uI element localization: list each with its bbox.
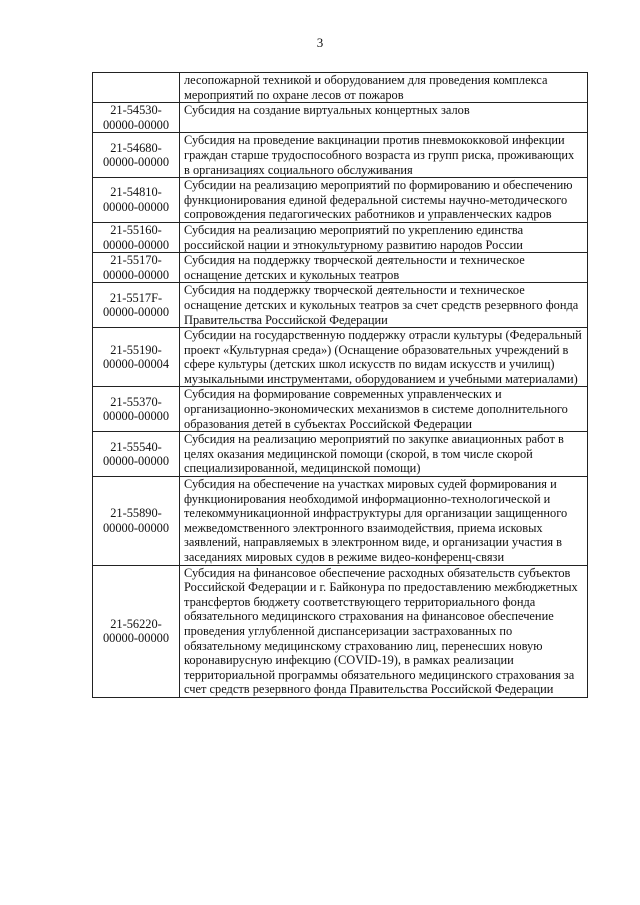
table-row [93, 387, 588, 432]
subsidy-code-cell: 21-55890-00000-00000 [93, 477, 180, 566]
subsidy-code-cell: 21-54810-00000-00000 [93, 178, 180, 223]
subsidy-description-cell: Субсидия на реализацию мероприятий по укреплению единства российской нации и этнокультурному развитию народов России [180, 222, 588, 252]
subsidy-description-cell: Субсидия на реализацию мероприятий по закупке авиационных работ в целях оказания медицинской помощи (скорой, в том числе скорой специализированной, медицинской помощи) [180, 432, 588, 477]
subsidy-description-cell: Субсидия на формирование современных управленческих и организационно-экономических механизмов в системе дополнительного образования детей в субъектах Российской Федерации [180, 387, 588, 432]
subsidy-code-cell: 21-54530-00000-00000 [93, 103, 180, 133]
table-row [93, 73, 588, 103]
table-row [93, 328, 588, 387]
subsidy-code-cell: 21-56220-00000-00000 [93, 565, 180, 697]
table-row [93, 222, 588, 252]
subsidy-description-cell: Субсидия на поддержку творческой деятельности и техническое оснащение детских и кукольных театров [180, 253, 588, 283]
subsidy-codes-table [92, 72, 588, 698]
table-body [93, 73, 588, 698]
subsidy-description-cell: Субсидия на обеспечение на участках мировых судей формирования и функционирования необходимой информационно-технологической и телекоммуникационной инфраструктуры для организации защищенного межведомственного электронного взаимодействия, приема исковых заявлений, направляемых в электронном виде, и организации участия в заседаниях мировых судов в режиме видео-конференц-связи [180, 477, 588, 566]
subsidy-description-cell: Субсидия на проведение вакцинации против пневмококковой инфекции граждан старше трудоспособного возраста из групп риска, проживающих в организациях социального обслуживания [180, 133, 588, 178]
table-row [93, 178, 588, 223]
table-row [93, 432, 588, 477]
subsidy-description-cell: лесопожарной техникой и оборудованием для проведения комплекса мероприятий по охране лесов от пожаров [180, 73, 588, 103]
table-row [93, 103, 588, 133]
subsidy-code-cell: 21-54680-00000-00000 [93, 133, 180, 178]
subsidy-description-cell: Субсидии на реализацию мероприятий по формированию и обеспечению функционирования единой федеральной системы научно-методического сопровождения педагогических работников и управленческих кадров [180, 178, 588, 223]
subsidy-description-cell: Субсидия на финансовое обеспечение расходных обязательств субъектов Российской Федерации и г. Байконура по предоставлению межбюджетных трансфертов бюджету соответствующего территориального фонда обязательного медицинского страхования на финансовое обеспечение проведения углубленной диспансеризации застрахованных по обязательному медицинскому страхованию лиц, перенесших новую коронавирусную инфекцию (COVID-19), в рамках реализации территориальной программы обязательного медицинского страхования за счет средств резервного фонда Правительства Российской Федерации [180, 565, 588, 697]
table-row [93, 253, 588, 283]
page-number: 3 [316, 35, 324, 50]
table-row [93, 133, 588, 178]
table-row [93, 565, 588, 697]
subsidy-code-cell: 21-55190-00000-00004 [93, 328, 180, 387]
subsidy-code-cell: 21-55540-00000-00000 [93, 432, 180, 477]
subsidy-description-cell: Субсидия на поддержку творческой деятельности и техническое оснащение детских и кукольных театров за счет средств резервного фонда Правительства Российской Федерации [180, 283, 588, 328]
subsidy-description-cell: Субсидии на государственную поддержку отрасли культуры (Федеральный проект «Культурная среда») (Оснащение образовательных учреждений в сфере культуры (детских школ искусств по видам искусств и училищ) музыкальными инструментами, оборудованием и учебными материалами) [180, 328, 588, 387]
subsidy-description-cell: Субсидия на создание виртуальных концертных залов [180, 103, 588, 133]
subsidy-code-cell: 21-5517F-00000-00000 [93, 283, 180, 328]
table-row [93, 477, 588, 566]
table-row [93, 283, 588, 328]
subsidy-code-cell: 21-55160-00000-00000 [93, 222, 180, 252]
subsidy-code-cell: 21-55370-00000-00000 [93, 387, 180, 432]
subsidy-code-cell: 21-55170-00000-00000 [93, 253, 180, 283]
subsidy-code-cell [93, 73, 180, 103]
